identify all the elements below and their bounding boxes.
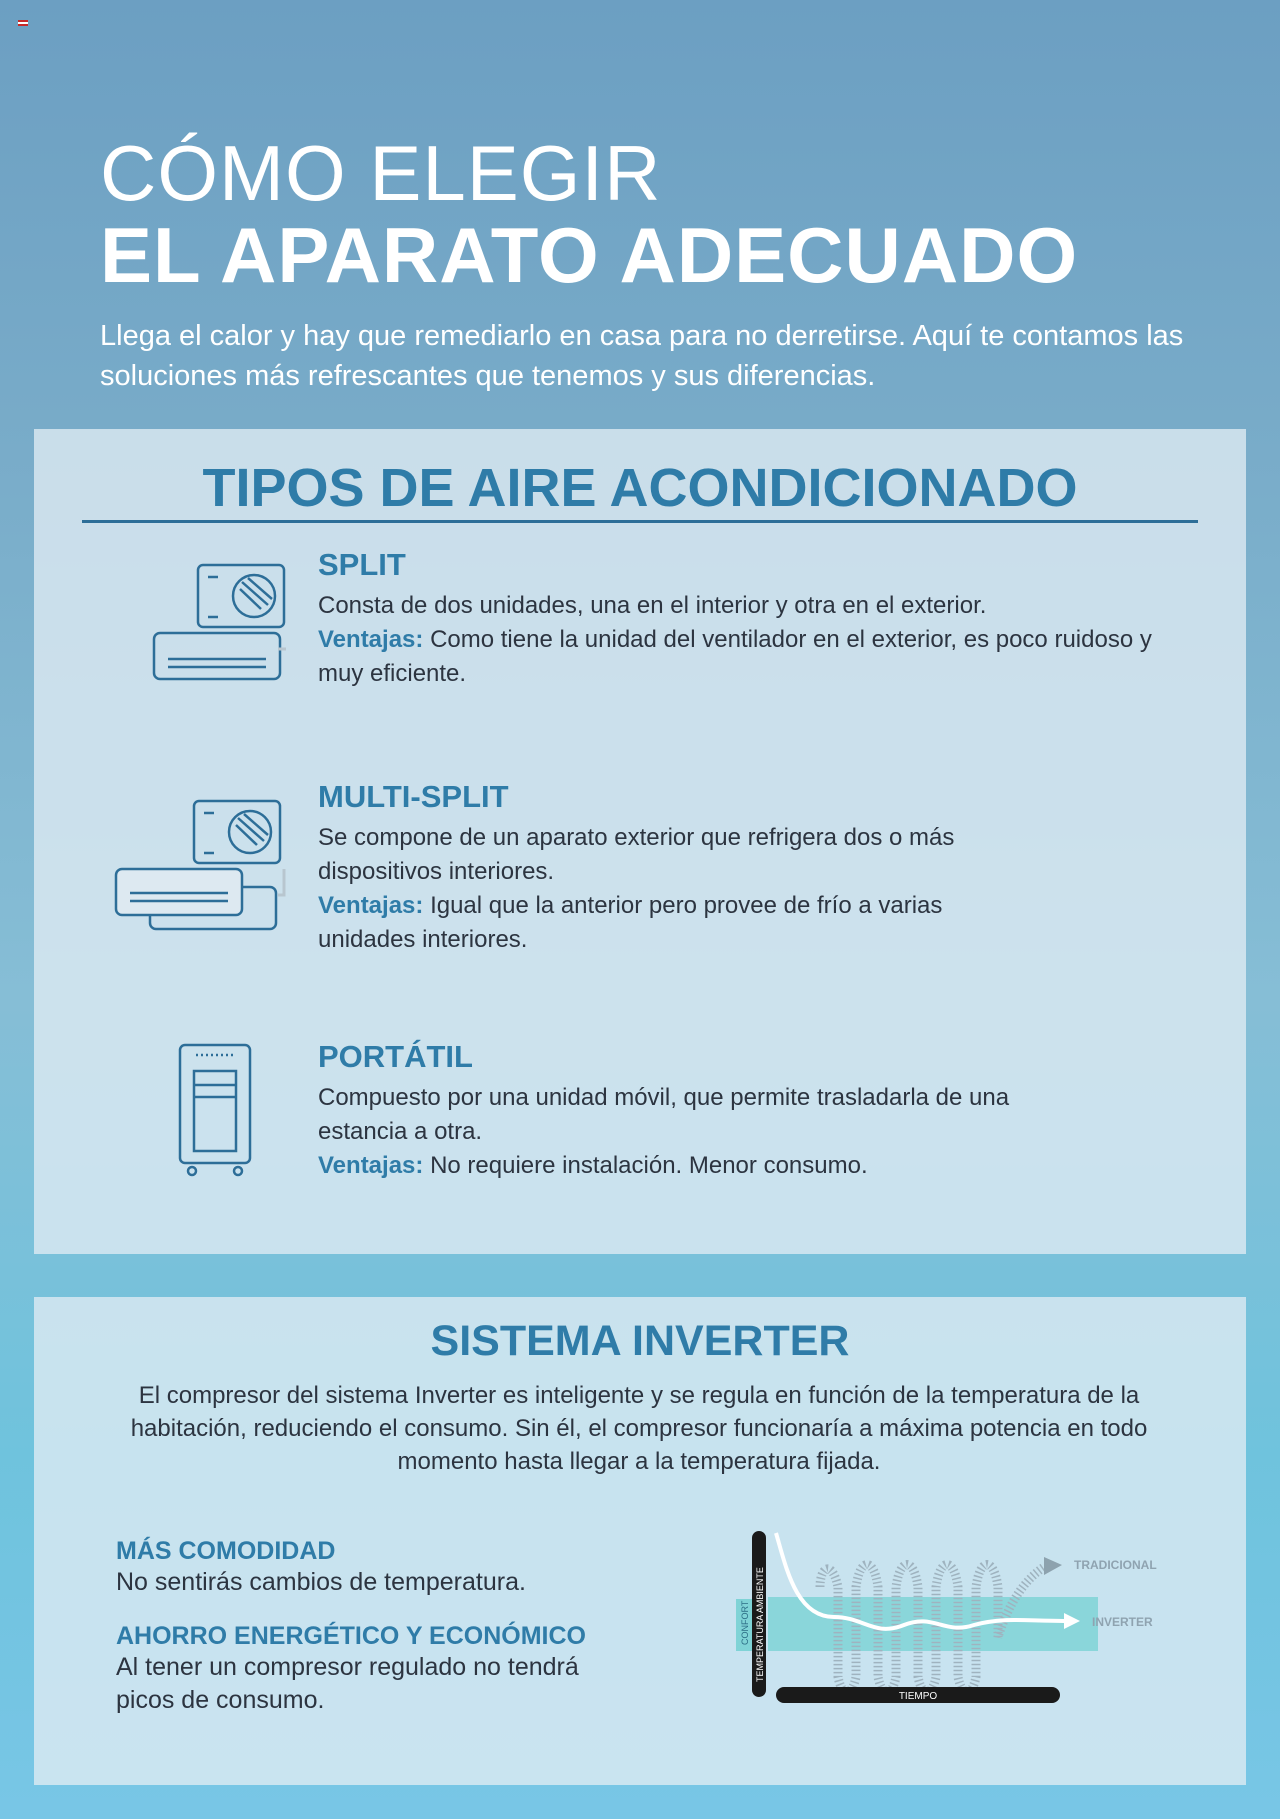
type-multi-split-advantages-label: Ventajas: — [318, 892, 424, 919]
inverter-legend: INVERTER — [1092, 1615, 1153, 1629]
type-portable-name: PORTÁTIL — [318, 1039, 473, 1074]
feature-savings-text: Al tener un compresor regulado no tendrá picos de consumo. — [116, 1653, 579, 1714]
type-multi-split-description: Se compone de un aparato exterior que refrigera dos o más dispositivos interiores. — [318, 824, 955, 885]
type-portable-advantages: No requiere instalación. Menor consumo. — [430, 1152, 868, 1179]
multi-split-ac-icon — [80, 797, 320, 937]
title-divider — [82, 520, 1198, 523]
type-multi-split — [318, 779, 1178, 957]
traditional-legend: TRADICIONAL — [1074, 1558, 1157, 1572]
portable-ac-icon — [176, 1041, 256, 1181]
type-multi-split-name: MULTI-SPLIT — [318, 779, 509, 814]
types-section-title: TIPOS DE AIRE ACONDICIONADO — [202, 458, 1078, 518]
inverter-title: SISTEMA INVERTER — [430, 1317, 850, 1365]
x-axis-label: TIEMPO — [898, 1691, 938, 1702]
type-multi-split-advantages: Igual que la anterior pero provee de frío a varias unidades interiores. — [318, 892, 943, 953]
feature-savings — [116, 1622, 626, 1717]
feature-comfort — [116, 1537, 656, 1599]
type-split-advantages: Como tiene la unidad del ventilador en el exterior, es poco ruidoso y muy eficiente. — [318, 626, 1152, 687]
intro-paragraph: Llega el calor y hay que remediarlo en casa para no derretirse. Aquí te contamos las soluciones más refrescantes que tenemos y sus diferencias. — [100, 320, 1184, 392]
feature-comfort-text: No sentirás cambios de temperatura. — [116, 1568, 526, 1596]
type-portable-description: Compuesto por una unidad móvil, que permite trasladarla de una estancia a otra. — [318, 1084, 1010, 1145]
page-title-line2: EL APARATO ADECUADO — [100, 211, 1079, 299]
inverter-comparison-chart — [724, 1527, 1224, 1707]
type-split-advantages-label: Ventajas: — [318, 626, 424, 653]
type-split — [318, 547, 1178, 691]
page-title-line1: CÓMO ELEGIR — [100, 129, 662, 217]
inverter-panel — [34, 1297, 1246, 1785]
language-flag-icon — [18, 20, 28, 26]
feature-comfort-title: MÁS COMODIDAD — [116, 1537, 336, 1565]
y-axis-label: TEMPERATURA AMBIENTE — [755, 1567, 765, 1682]
feature-savings-title: AHORRO ENERGÉTICO Y ECONÓMICO — [116, 1622, 586, 1650]
ac-types-panel — [34, 429, 1246, 1254]
type-split-name: SPLIT — [318, 547, 406, 582]
traditional-arrow-icon — [1044, 1557, 1062, 1575]
split-ac-icon — [116, 561, 286, 691]
inverter-description: El compresor del sistema Inverter es inteligente y se regula en función de la temperatura de la habitación, reduciendo el consumo. Sin él, el compresor funcionaría a máxima potencia en todo momento hasta llegar a la temperatura fijada. — [130, 1382, 1148, 1475]
type-portable — [318, 1039, 1178, 1183]
type-portable-advantages-label: Ventajas: — [318, 1152, 424, 1179]
type-split-description: Consta de dos unidades, una en el interior y otra en el exterior. — [318, 592, 987, 619]
comfort-band-label: CONFORT — [740, 1600, 750, 1645]
